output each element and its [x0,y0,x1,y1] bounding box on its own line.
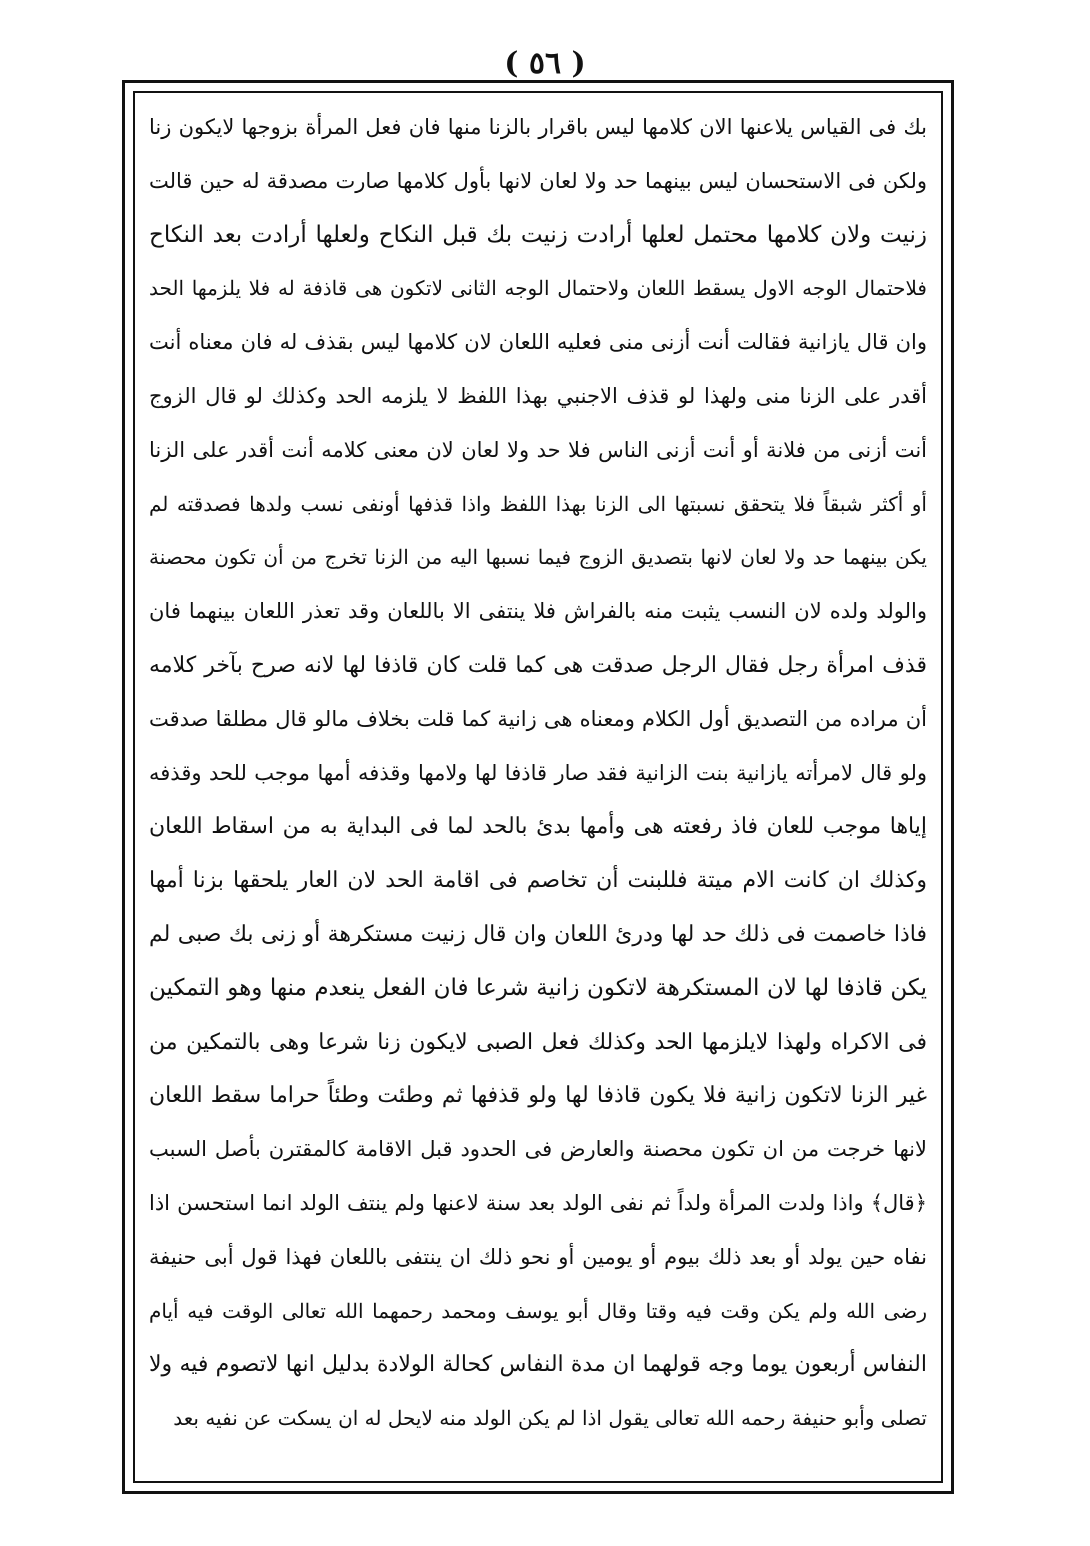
page-number: ( ٥٦ ) [504,46,586,81]
text-line: يكن قاذفا لها لان المستكرهة لاتكون زانية شرعا فان الفعل ينعدم منها وهو التمكين [149,974,927,1001]
text-line: أن مراده من التصديق أول الكلام ومعناه هى زانية كما قلت بخلاف مالو قال مطلقا صدقت [149,706,927,731]
text-line: زنيت ولان كلامها محتمل لعلها أرادت زنيت بك قبل النكاح ولعلها أرادت بعد النكاح [149,221,927,248]
page-inner-border [133,91,943,1483]
text-line: غير الزنا لاتكون زانية فلا يكون قاذفا لها ولو قذفها ثم وطئت وطئاً حراما سقط اللعان [149,1083,927,1109]
text-line: رضى الله ولم يكن وقت فيه وقتا وقال أبو يوسف ومحمد رحمهما الله تعالى الوقت فيه أيام [149,1298,927,1323]
text-line: بك فى القياس يلاعنها الان كلامها ليس باقرار بالزنا منها فان فعل المرأة بزوجها لايكون زنا [149,115,927,139]
text-line: والولد ولده لان النسب يثبت منه بالفراش فلا ينتفى الا باللعان وقد تعذر اللعان بينهما فان [149,599,927,624]
text-line: ولكن فى الاستحسان ليس بينهما حد ولا لعان لانها بأول كلامها صارت مصدقة له حين قالت [149,168,927,193]
text-line: أو أكثر شبقاً فلا يتحقق نسبتها الى الزنا بهذا اللفظ واذا قذفها أونفى نسب ولدها فصدقته لم [149,491,927,516]
text-line: وكذلك ان كانت الام ميتة فللبنت أن تخاصم فى اقامة الحد لان العار يلحقها بزنا أمها [149,868,927,894]
text-line: فاذا خاصمت فى ذلك حد لها ودرئ اللعان وان قال زنيت مستكرهة أو زنى بك صبى لم [149,921,927,947]
text-line: يكن بينهما حد ولا لعان لانها بتصديق الزوج فيما نسبها اليه من الزنا تخرج من أن تكون محصنة [149,545,927,570]
text-line: إياها موجب للعان فاذ رفعته هى وأمها بدئ بالحد لما فى البداية به من اسقاط اللعان [149,814,927,840]
text-line: قذف امرأة رجل فقال الرجل صدقت هى كما قلت كان قاذفا لها لانه صرح بآخر كلامه [149,652,927,678]
text-line: فى الاكراه ولهذا لايلزمها الحد وكذلك فعل الصبى لايكون زنا شرعا وهى بالتمكين من [149,1029,927,1055]
page-border [122,80,954,1494]
text-line: وان قال يازانية فقالت أنت أزنى منى فعليه اللعان لان كلامها ليس بقذف له فان معناه أنت [149,330,927,355]
text-line: ﴿قال﴾ واذا ولدت المرأة ولداً ثم نفى الولد بعد سنة لاعنها ولم ينتف الولد انما استحسن اذا [149,1190,927,1215]
text-line: فلاحتمال الوجه الاول يسقط اللعان ولاحتمال الوجه الثانى لاتكون هى قاذفة له فلا يلزمها الحد [149,276,927,301]
text-line: نفاه حين يولد أو بعد ذلك بيوم أو يومين أو نحو ذلك ان ينتفى باللعان فهذا قول أبى حنيفة [149,1244,927,1269]
text-line: أقدر على الزنا منى ولهذا لو قذف الاجنبي بهذا اللفظ لا يلزمه الحد وكذلك لو قال الزوج [149,383,927,408]
text-line: النفاس أربعون يوما وجه قولهما ان مدة النفاس كحالة الولادة بدليل انها لاتصوم فيه ولا [149,1352,927,1378]
text-line: أنت أزنى من فلانة أو أنت أزنى الناس فلا حد ولا لعان لان معنى كلامه أنت أقدر على الزنا [149,437,927,462]
text-line: تصلى وأبو حنيفة رحمه الله تعالى يقول اذا لم يكن الولد منه لايحل له ان يسكت عن نفيه بعد [173,1406,927,1431]
body-text [149,101,927,1471]
text-line: ولو قال لامرأته يازانية بنت الزانية فقد صار قاذفا لها ولامها وقذفه أمها موجب للحد وقذفه [149,760,927,785]
text-line: لانها خرجت من ان تكون محصنة والعارض فى الحدود قبل الاقامة كالمقترن بأصل السبب [149,1137,927,1162]
